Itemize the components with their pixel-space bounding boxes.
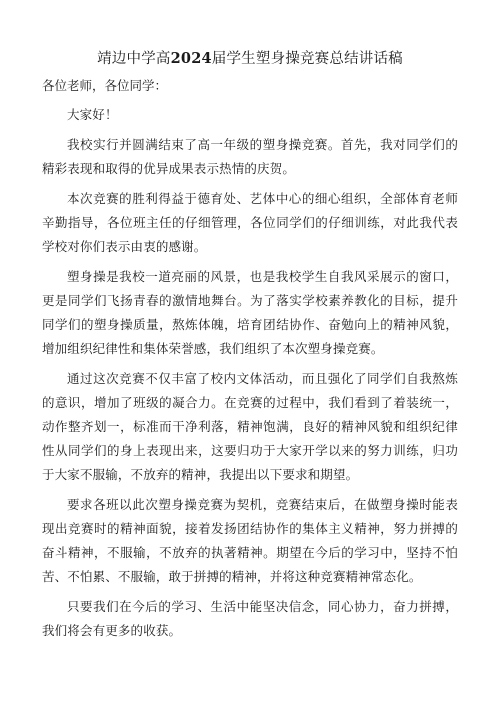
paragraph-opening: 我校实行并圆满结束了高一年级的塑身操竞赛。首先，我对同学们的精彩表现和取得的优异成果表示热情的庆贺。 (42, 137, 458, 176)
title-year: 2024 (170, 50, 212, 67)
title-prefix: 靖边中学高 (97, 51, 171, 67)
paragraph-closing: 只要我们在今后的学习、生活中能坚决信念，同心协力，奋力拼搏，我们将会有更多的收获。 (42, 599, 458, 638)
paragraph-greeting: 大家好！ (67, 107, 118, 122)
salutation: 各位老师，各位同学： (42, 78, 168, 93)
paragraph-purpose: 塑身操是我校一道亮丽的风景，也是我校学生自我风采展示的窗口，更是同学们飞扬青春的激情地舞台。为了落实学校素养教化的目标，提升同学们的塑身操质量，熬炼体魄，培育团结协作、奋勉向上的精神风貌，增加组织纪律性和集体荣誉感，我们组织了本次塑身操竞赛。 (42, 269, 458, 356)
title-suffix: 届学生塑身操竞赛总结讲话稿 (211, 51, 403, 67)
paragraph-thanks: 本次竞赛的胜利得益于德育处、艺体中心的细心组织，全部体育老师辛勤指导，各位班主任的仔细管理，各位同学们的仔细训练，对此我代表学校对你们表示由衷的感谢。 (42, 191, 458, 254)
document-title (42, 48, 458, 70)
paragraph-requirements: 要求各班以此次塑身操竞赛为契机，竞赛结束后，在做塑身操时能表现出竞赛时的精神面貌，接着发扬团结协作的集体主义精神，努力拼搏的奋斗精神，不服输，不放弃的执著精神。期望在今后的学习中，坚持不怕苦、不怕累、不服输，敢于拼搏的精神，并将这种竞赛精神常态化。 (42, 497, 458, 584)
paragraph-review: 通过这次竞赛不仅丰富了校内文体活动，而且强化了同学们自我熬炼的意识，增加了班级的凝合力。在竞赛的过程中，我们看到了着装统一，动作整齐划一，标准而干净利落，精神饱满，良好的精神风貌和组织纪律性从同学们的身上表现出来，这要归功于大家开学以来的努力训练，归功于大家不服输，不放弃的精神，我提出以下要求和期望。 (42, 371, 458, 482)
